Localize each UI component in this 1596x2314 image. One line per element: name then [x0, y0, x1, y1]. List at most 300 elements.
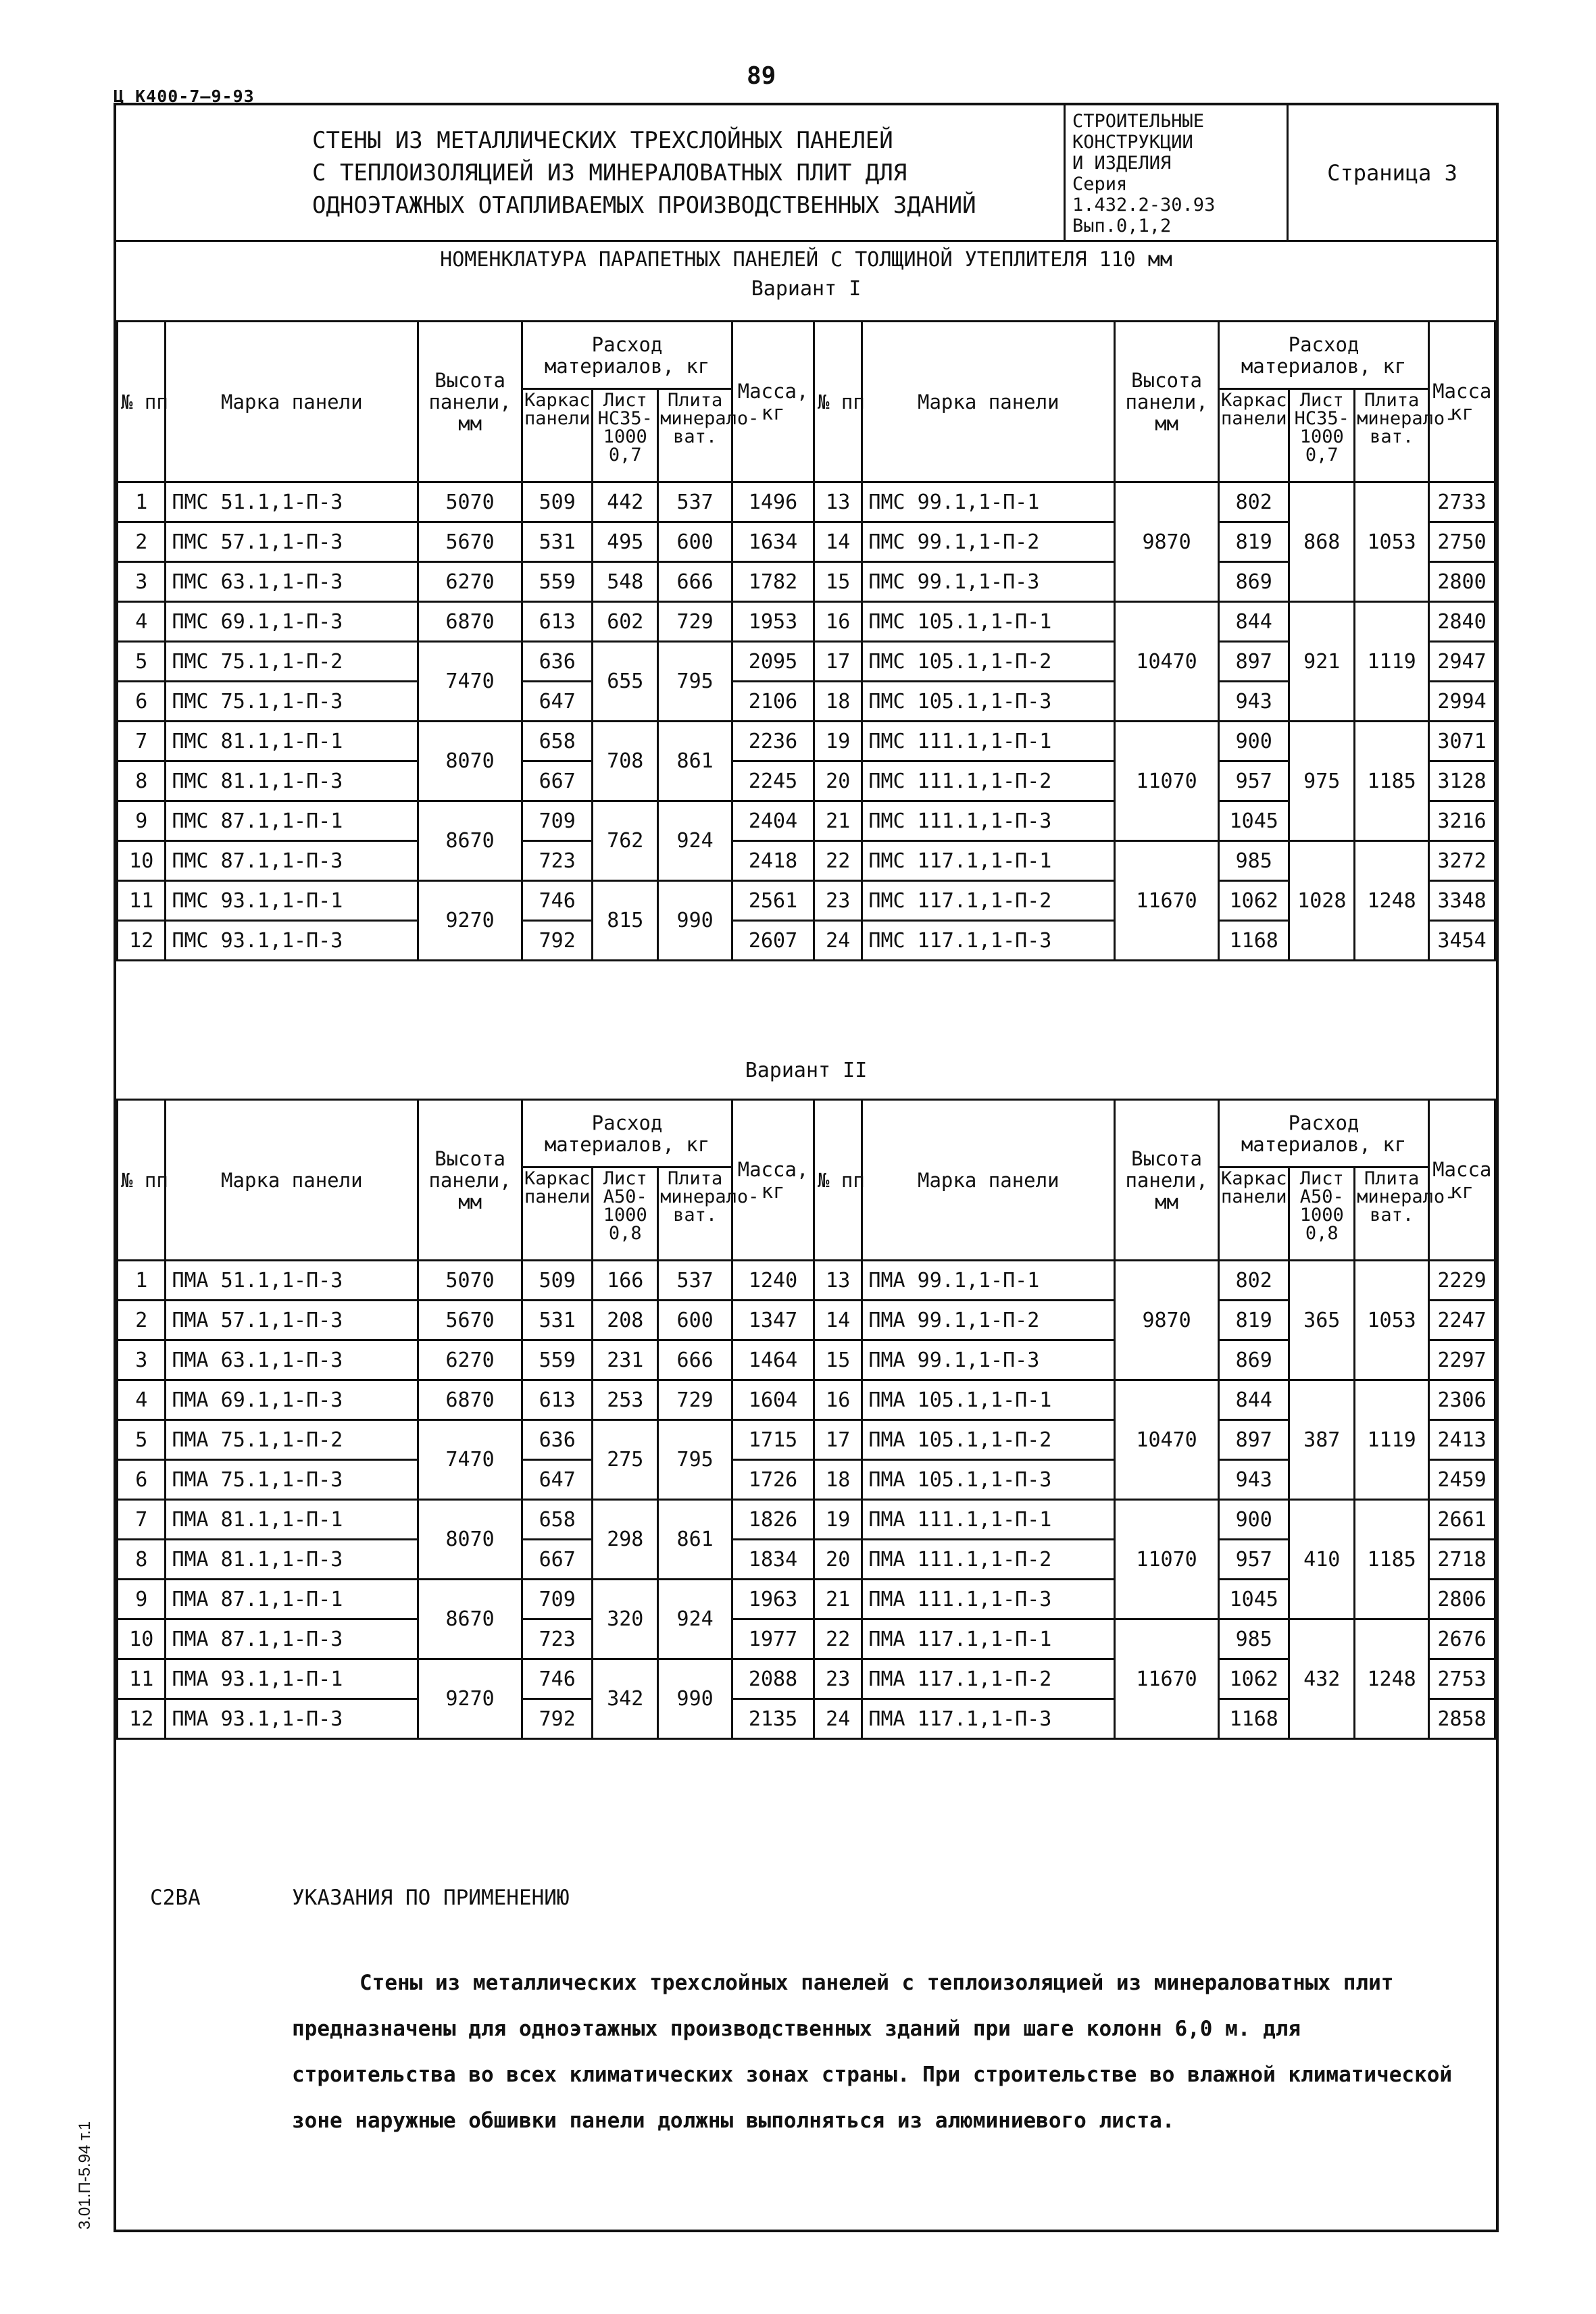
- cell-frame: 900: [1219, 1500, 1289, 1540]
- cell-height: 6870: [418, 1380, 522, 1420]
- cell-frame: 844: [1219, 1380, 1289, 1420]
- cell-plate: 1248: [1355, 1619, 1429, 1739]
- title-line: СТЕНЫ ИЗ МЕТАЛЛИЧЕСКИХ ТРЕХСЛОЙНЫХ ПАНЕЛЕЙ: [312, 126, 893, 154]
- col-plate-header: Плита минерало-ват.: [658, 1167, 732, 1261]
- cell-mark: ПМА 63.1,1-П-3: [166, 1340, 418, 1380]
- cell-mark: ПМС 111.1,1-П-1: [862, 722, 1115, 761]
- cell-plate: 795: [658, 642, 732, 722]
- col-sheet-header: Лист НС35-1000 0,7: [1289, 389, 1355, 482]
- cell-num: 17: [814, 1420, 862, 1460]
- cell-frame: 1062: [1219, 1659, 1289, 1699]
- col-height-header: Высота панели, мм: [1115, 322, 1219, 482]
- cell-mass: 2947: [1429, 642, 1495, 682]
- cell-mass: 2095: [732, 642, 814, 682]
- cell-mass: 2245: [732, 761, 814, 801]
- table-row: [118, 1659, 1495, 1699]
- cell-frame: 897: [1219, 642, 1289, 682]
- cell-sheet: 975: [1289, 722, 1355, 841]
- cell-frame: 792: [522, 1699, 593, 1739]
- table-row: [118, 1699, 1495, 1739]
- variant-1-table: [116, 320, 1503, 961]
- cell-frame: 957: [1219, 1540, 1289, 1580]
- cell-mass: 3272: [1429, 841, 1495, 881]
- cell-mass: 2247: [1429, 1301, 1495, 1340]
- cell-num: 14: [814, 522, 862, 562]
- table-row: [118, 1261, 1495, 1301]
- cell-num: 24: [814, 1699, 862, 1739]
- cell-mark: ПМС 105.1,1-П-3: [862, 682, 1115, 722]
- cell-frame: 943: [1219, 682, 1289, 722]
- cell-num: 13: [814, 482, 862, 522]
- cell-mark: ПМС 87.1,1-П-1: [166, 801, 418, 841]
- table-row: [118, 482, 1495, 522]
- cell-height: 5670: [418, 522, 522, 562]
- cell-mass: 2753: [1429, 1659, 1495, 1699]
- cell-frame: 869: [1219, 1340, 1289, 1380]
- cell-num: 21: [814, 801, 862, 841]
- cell-mark: ПМС 111.1,1-П-2: [862, 761, 1115, 801]
- col-sheet-header: Лист А50-1000 0,8: [593, 1167, 658, 1261]
- series-block: СТРОИТЕЛЬНЫЕ КОНСТРУКЦИИ И ИЗДЕЛИЯ Серия 1.432.2-30.93 Вып.0,1,2: [1066, 105, 1289, 240]
- cell-num: 2: [118, 1301, 166, 1340]
- cell-mark: ПМА 93.1,1-П-1: [166, 1659, 418, 1699]
- col-mark-header: Марка панели: [166, 322, 418, 482]
- col-mass-header: Масса, кг: [1429, 1100, 1495, 1261]
- cell-height: 11070: [1115, 1500, 1219, 1619]
- title-line: С ТЕПЛОИЗОЛЯЦИЕЙ ИЗ МИНЕРАЛОВАТНЫХ ПЛИТ ДЛЯ: [312, 159, 907, 186]
- cell-num: 23: [814, 1659, 862, 1699]
- cell-mass: 2661: [1429, 1500, 1495, 1540]
- cell-num: 1: [118, 1261, 166, 1301]
- cell-mass: 1782: [732, 562, 814, 602]
- cell-mark: ПМС 117.1,1-П-2: [862, 881, 1115, 921]
- cell-mark: ПМА 105.1,1-П-1: [862, 1380, 1115, 1420]
- cell-mark: ПМА 75.1,1-П-2: [166, 1420, 418, 1460]
- cell-mark: ПМС 99.1,1-П-3: [862, 562, 1115, 602]
- table-row: [118, 602, 1495, 642]
- table-row: [118, 801, 1495, 841]
- cell-mark: ПМА 81.1,1-П-1: [166, 1500, 418, 1540]
- cell-num: 19: [814, 1500, 862, 1540]
- cell-frame: 647: [522, 682, 593, 722]
- cell-mark: ПМА 117.1,1-П-2: [862, 1659, 1115, 1699]
- cell-mass: 2106: [732, 682, 814, 722]
- cell-sheet: 548: [593, 562, 658, 602]
- cell-num: 8: [118, 761, 166, 801]
- cell-mark: ПМА 87.1,1-П-3: [166, 1619, 418, 1659]
- variant-2-title: Вариант II: [745, 1059, 868, 1082]
- cell-frame: 943: [1219, 1460, 1289, 1500]
- cell-num: 17: [814, 642, 862, 682]
- cell-mark: ПМС 105.1,1-П-1: [862, 602, 1115, 642]
- cell-num: 20: [814, 1540, 862, 1580]
- table-row: [118, 1340, 1495, 1380]
- cell-num: 18: [814, 682, 862, 722]
- cell-sheet: 602: [593, 602, 658, 642]
- cell-mark: ПМС 93.1,1-П-1: [166, 881, 418, 921]
- cell-sheet: 275: [593, 1420, 658, 1500]
- cell-mark: ПМА 117.1,1-П-1: [862, 1619, 1115, 1659]
- cell-height: 9870: [1115, 1261, 1219, 1380]
- col-consumption-header: Расход материалов, кг: [1219, 322, 1429, 389]
- cell-mass: 3348: [1429, 881, 1495, 921]
- cell-frame: 636: [522, 1420, 593, 1460]
- col-sheet-header: Лист НС35-1000 0,7: [593, 389, 658, 482]
- cell-mass: 2806: [1429, 1580, 1495, 1619]
- notes-text: Стены из металлических трехслойных панелей с теплоизоляцией из минераловатных плит предназначены для одноэтажных производственных зданий при шаге колонн 6,0 м. для строительства во всех климатических зонах страны. При строительстве во влажной климатической зоне наружные обшивки панели должны выполняться из алюминиевого листа.: [292, 1971, 1453, 2133]
- cell-sheet: 442: [593, 482, 658, 522]
- table-row: [118, 682, 1495, 722]
- cell-mass: 2733: [1429, 482, 1495, 522]
- cell-plate: 600: [658, 522, 732, 562]
- page-label: Страница 3: [1327, 159, 1457, 186]
- cell-sheet: 432: [1289, 1619, 1355, 1739]
- cell-frame: 869: [1219, 562, 1289, 602]
- cell-num: 9: [118, 801, 166, 841]
- cell-frame: 667: [522, 761, 593, 801]
- cell-mass: 2135: [732, 1699, 814, 1739]
- cell-plate: 666: [658, 562, 732, 602]
- cell-mark: ПМС 75.1,1-П-2: [166, 642, 418, 682]
- cell-mass: 2858: [1429, 1699, 1495, 1739]
- cell-mass: 1826: [732, 1500, 814, 1540]
- cell-height: 9270: [418, 881, 522, 961]
- cell-mark: ПМА 111.1,1-П-1: [862, 1500, 1115, 1540]
- cell-mark: ПМА 111.1,1-П-3: [862, 1580, 1115, 1619]
- cell-plate: 795: [658, 1420, 732, 1500]
- cell-mark: ПМС 105.1,1-П-2: [862, 642, 1115, 682]
- cell-num: 6: [118, 682, 166, 722]
- col-mark-header: Марка панели: [862, 322, 1115, 482]
- cell-height: 5670: [418, 1301, 522, 1340]
- cell-mark: ПМА 75.1,1-П-3: [166, 1460, 418, 1500]
- cell-mark: ПМА 51.1,1-П-3: [166, 1261, 418, 1301]
- cell-frame: 723: [522, 1619, 593, 1659]
- cell-frame: 636: [522, 642, 593, 682]
- cell-frame: 746: [522, 881, 593, 921]
- cell-plate: 729: [658, 1380, 732, 1420]
- cell-mass: 2676: [1429, 1619, 1495, 1659]
- cell-mark: ПМС 93.1,1-П-3: [166, 921, 418, 961]
- cell-num: 16: [814, 1380, 862, 1420]
- cell-sheet: 868: [1289, 482, 1355, 602]
- cell-num: 3: [118, 1340, 166, 1380]
- cell-mark: ПМС 99.1,1-П-1: [862, 482, 1115, 522]
- cell-sheet: 208: [593, 1301, 658, 1340]
- table-row: [118, 1619, 1495, 1659]
- cell-frame: 531: [522, 522, 593, 562]
- cell-num: 6: [118, 1460, 166, 1500]
- cell-mass: 2459: [1429, 1460, 1495, 1500]
- cell-frame: 613: [522, 602, 593, 642]
- variant-2-table: [116, 1099, 1503, 1740]
- cell-mass: 1953: [732, 602, 814, 642]
- cell-sheet: 921: [1289, 602, 1355, 722]
- cell-mark: ПМА 93.1,1-П-3: [166, 1699, 418, 1739]
- cell-frame: 1168: [1219, 1699, 1289, 1739]
- cell-sheet: 166: [593, 1261, 658, 1301]
- col-consumption-header: Расход материалов, кг: [1219, 1100, 1429, 1167]
- cell-height: 11670: [1115, 841, 1219, 961]
- cell-plate: 1248: [1355, 841, 1429, 961]
- cell-num: 3: [118, 562, 166, 602]
- table-row: [118, 1460, 1495, 1500]
- cell-num: 22: [814, 1619, 862, 1659]
- cell-mark: ПМС 87.1,1-П-3: [166, 841, 418, 881]
- col-mass-header: Масса, кг: [732, 322, 814, 482]
- cell-sheet: 231: [593, 1340, 658, 1380]
- cell-mark: ПМС 69.1,1-П-3: [166, 602, 418, 642]
- cell-mark: ПМС 117.1,1-П-1: [862, 841, 1115, 881]
- cell-frame: 647: [522, 1460, 593, 1500]
- cell-mark: ПМС 57.1,1-П-3: [166, 522, 418, 562]
- cell-height: 10470: [1115, 602, 1219, 722]
- cell-mass: 2800: [1429, 562, 1495, 602]
- cell-height: 8070: [418, 722, 522, 801]
- cell-num: 15: [814, 1340, 862, 1380]
- table-row: [118, 1540, 1495, 1580]
- cell-mass: 3071: [1429, 722, 1495, 761]
- cell-height: 6270: [418, 1340, 522, 1380]
- cell-height: 8670: [418, 1580, 522, 1659]
- cell-sheet: 320: [593, 1580, 658, 1659]
- nomenclature-title: НОМЕНКЛАТУРА ПАРАПЕТНЫХ ПАНЕЛЕЙ С ТОЛЩИНОЙ УТЕПЛИТЕЛЯ 110 мм: [440, 248, 1172, 272]
- cell-mass: 2561: [732, 881, 814, 921]
- cell-mark: ПМА 69.1,1-П-3: [166, 1380, 418, 1420]
- cell-mass: 1977: [732, 1619, 814, 1659]
- cell-plate: 729: [658, 602, 732, 642]
- document-code: Ц К400-7—9-93: [114, 86, 255, 106]
- cell-mass: 1726: [732, 1460, 814, 1500]
- cell-num: 11: [118, 1659, 166, 1699]
- cell-plate: 1053: [1355, 482, 1429, 602]
- table-row: [118, 722, 1495, 761]
- sheet-frame: [114, 103, 1503, 2232]
- col-mass-header: Масса, кг: [732, 1100, 814, 1261]
- cell-plate: 666: [658, 1340, 732, 1380]
- cell-frame: 559: [522, 1340, 593, 1380]
- cell-mass: 1464: [732, 1340, 814, 1380]
- col-plate-header: Плита минерало-ват.: [658, 389, 732, 482]
- cell-mass: 1604: [732, 1380, 814, 1420]
- cell-mark: ПМА 105.1,1-П-2: [862, 1420, 1115, 1460]
- cell-frame: 509: [522, 1261, 593, 1301]
- cell-frame: 667: [522, 1540, 593, 1580]
- table-row: [118, 1420, 1495, 1460]
- cell-mass: 2229: [1429, 1261, 1495, 1301]
- cell-height: 7470: [418, 642, 522, 722]
- cell-frame: 613: [522, 1380, 593, 1420]
- col-num-header: № пп: [814, 322, 862, 482]
- col-frame-header: Каркас панели: [1219, 1167, 1289, 1261]
- table-row: [118, 1301, 1495, 1340]
- cell-height: 10470: [1115, 1380, 1219, 1500]
- col-consumption-header: Расход материалов, кг: [522, 322, 732, 389]
- cell-frame: 559: [522, 562, 593, 602]
- cell-num: 13: [814, 1261, 862, 1301]
- cell-num: 8: [118, 1540, 166, 1580]
- cell-plate: 1119: [1355, 602, 1429, 722]
- cell-num: 7: [118, 722, 166, 761]
- cell-sheet: 655: [593, 642, 658, 722]
- cell-num: 15: [814, 562, 862, 602]
- cell-plate: 1185: [1355, 1500, 1429, 1619]
- notes-heading: УКАЗАНИЯ ПО ПРИМЕНЕНИЮ: [292, 1886, 570, 1910]
- table-row: [118, 881, 1495, 921]
- cell-mass: 1634: [732, 522, 814, 562]
- cell-mark: ПМС 81.1,1-П-1: [166, 722, 418, 761]
- cell-height: 5070: [418, 482, 522, 522]
- cell-mass: 2750: [1429, 522, 1495, 562]
- table-row: [118, 841, 1495, 881]
- cell-mass: 1963: [732, 1580, 814, 1619]
- table-row: [118, 761, 1495, 801]
- cell-frame: 746: [522, 1659, 593, 1699]
- cell-mark: ПМА 111.1,1-П-2: [862, 1540, 1115, 1580]
- col-plate-header: Плита минерало-ват.: [1355, 1167, 1429, 1261]
- cell-num: 2: [118, 522, 166, 562]
- cell-frame: 509: [522, 482, 593, 522]
- cell-mark: ПМА 99.1,1-П-1: [862, 1261, 1115, 1301]
- cell-num: 12: [118, 1699, 166, 1739]
- cell-mark: ПМС 117.1,1-П-3: [862, 921, 1115, 961]
- col-mark-header: Марка панели: [862, 1100, 1115, 1261]
- cell-mark: ПМА 57.1,1-П-3: [166, 1301, 418, 1340]
- col-num-header: № пп: [118, 322, 166, 482]
- col-consumption-header: Расход материалов, кг: [522, 1100, 732, 1167]
- cell-height: 9870: [1115, 482, 1219, 602]
- col-height-header: Высота панели, мм: [1115, 1100, 1219, 1261]
- cell-mass: 1715: [732, 1420, 814, 1460]
- cell-mass: 2306: [1429, 1380, 1495, 1420]
- col-plate-header: Плита минерало-ват.: [1355, 389, 1429, 482]
- cell-sheet: 387: [1289, 1380, 1355, 1500]
- cell-mark: ПМС 111.1,1-П-3: [862, 801, 1115, 841]
- cell-frame: 802: [1219, 1261, 1289, 1301]
- table-row: [118, 1580, 1495, 1619]
- cell-frame: 658: [522, 1500, 593, 1540]
- cell-frame: 957: [1219, 761, 1289, 801]
- cell-mass: 1834: [732, 1540, 814, 1580]
- cell-height: 5070: [418, 1261, 522, 1301]
- cell-mass: 2607: [732, 921, 814, 961]
- cell-frame: 1045: [1219, 801, 1289, 841]
- cell-mass: 1347: [732, 1301, 814, 1340]
- cell-frame: 844: [1219, 602, 1289, 642]
- cell-plate: 924: [658, 801, 732, 881]
- cell-sheet: 365: [1289, 1261, 1355, 1380]
- cell-num: 24: [814, 921, 862, 961]
- cell-mark: ПМА 81.1,1-П-3: [166, 1540, 418, 1580]
- cell-num: 11: [118, 881, 166, 921]
- cell-plate: 600: [658, 1301, 732, 1340]
- cell-num: 4: [118, 1380, 166, 1420]
- cell-mass: 3216: [1429, 801, 1495, 841]
- cell-mass: 2088: [732, 1659, 814, 1699]
- cell-frame: 985: [1219, 1619, 1289, 1659]
- table-row: [118, 1500, 1495, 1540]
- cell-height: 11670: [1115, 1619, 1219, 1739]
- cell-plate: 861: [658, 722, 732, 801]
- cell-num: 20: [814, 761, 862, 801]
- cell-height: 9270: [418, 1659, 522, 1739]
- cell-sheet: 253: [593, 1380, 658, 1420]
- cell-sheet: 708: [593, 722, 658, 801]
- notes-body: [292, 1960, 1468, 2144]
- cell-num: 7: [118, 1500, 166, 1540]
- cell-mass: 2418: [732, 841, 814, 881]
- col-sheet-header: Лист А50-1000 0,8: [1289, 1167, 1355, 1261]
- title-block-title: [116, 105, 1066, 240]
- cell-sheet: 815: [593, 881, 658, 961]
- cell-num: 4: [118, 602, 166, 642]
- cell-mark: ПМС 99.1,1-П-2: [862, 522, 1115, 562]
- col-num-header: № пп: [118, 1100, 166, 1261]
- cell-plate: 924: [658, 1580, 732, 1659]
- cell-num: 1: [118, 482, 166, 522]
- cell-frame: 900: [1219, 722, 1289, 761]
- col-height-header: Высота панели, мм: [418, 322, 522, 482]
- cell-num: 21: [814, 1580, 862, 1619]
- cell-num: 10: [118, 1619, 166, 1659]
- cell-plate: 1185: [1355, 722, 1429, 841]
- cell-plate: 861: [658, 1500, 732, 1580]
- cell-frame: 819: [1219, 1301, 1289, 1340]
- cell-num: 5: [118, 1420, 166, 1460]
- cell-frame: 531: [522, 1301, 593, 1340]
- cell-mark: ПМС 51.1,1-П-3: [166, 482, 418, 522]
- table-row: [118, 1380, 1495, 1420]
- cell-num: 18: [814, 1460, 862, 1500]
- cell-mass: 2718: [1429, 1540, 1495, 1580]
- col-frame-header: Каркас панели: [1219, 389, 1289, 482]
- cell-mass: 2413: [1429, 1420, 1495, 1460]
- cell-frame: 1062: [1219, 881, 1289, 921]
- notes-code: С2ВА: [150, 1886, 201, 1910]
- cell-height: 6270: [418, 562, 522, 602]
- cell-num: 12: [118, 921, 166, 961]
- cell-num: 9: [118, 1580, 166, 1619]
- cell-mass: 1240: [732, 1261, 814, 1301]
- cell-mark: ПМА 99.1,1-П-3: [862, 1340, 1115, 1380]
- cell-num: 10: [118, 841, 166, 881]
- cell-sheet: 410: [1289, 1500, 1355, 1619]
- cell-num: 19: [814, 722, 862, 761]
- cell-height: 6870: [418, 602, 522, 642]
- table-row: [118, 921, 1495, 961]
- cell-mark: ПМА 117.1,1-П-3: [862, 1699, 1115, 1739]
- cell-mass: 1496: [732, 482, 814, 522]
- cell-frame: 985: [1219, 841, 1289, 881]
- cell-sheet: 1028: [1289, 841, 1355, 961]
- cell-mass: 2994: [1429, 682, 1495, 722]
- cell-frame: 1168: [1219, 921, 1289, 961]
- cell-num: 14: [814, 1301, 862, 1340]
- cell-plate: 990: [658, 1659, 732, 1739]
- cell-mark: ПМС 75.1,1-П-3: [166, 682, 418, 722]
- cell-frame: 792: [522, 921, 593, 961]
- cell-num: 5: [118, 642, 166, 682]
- cell-frame: 819: [1219, 522, 1289, 562]
- cell-sheet: 762: [593, 801, 658, 881]
- variant-1-title: Вариант I: [751, 277, 862, 301]
- cell-mass: 2840: [1429, 602, 1495, 642]
- cell-height: 8070: [418, 1500, 522, 1580]
- cell-plate: 1053: [1355, 1261, 1429, 1380]
- cell-sheet: 495: [593, 522, 658, 562]
- cell-plate: 537: [658, 482, 732, 522]
- cell-mark: ПМА 99.1,1-П-2: [862, 1301, 1115, 1340]
